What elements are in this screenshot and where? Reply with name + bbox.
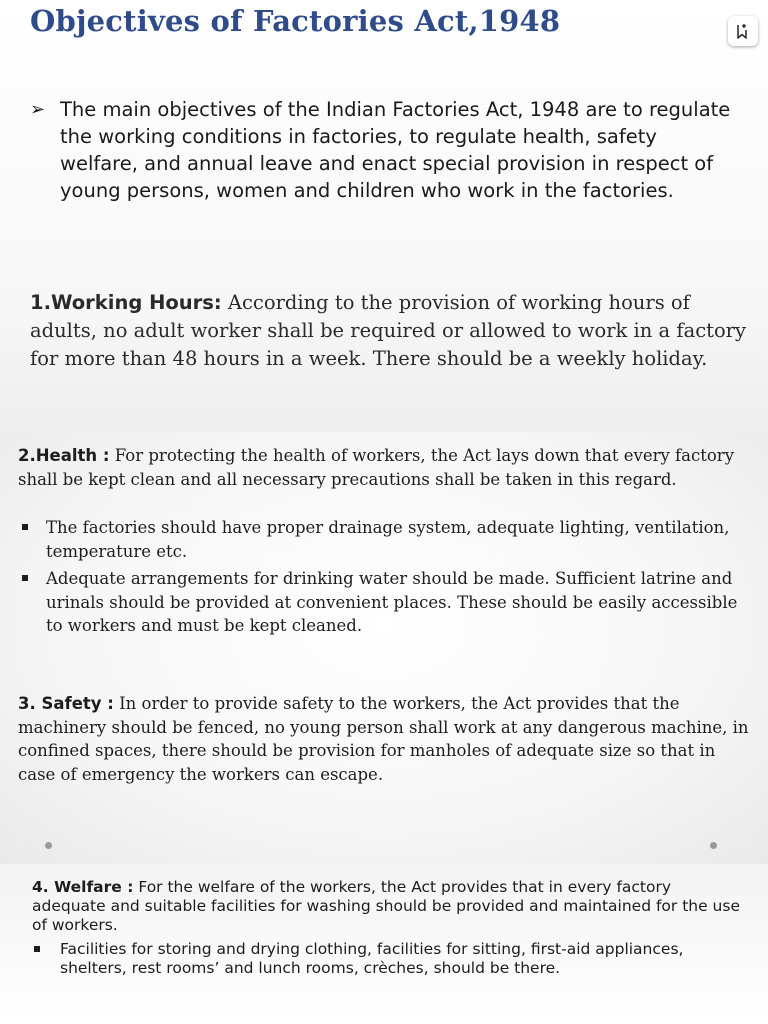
square-bullet-icon (34, 946, 40, 952)
square-bullet-icon (22, 524, 28, 530)
square-bullet-icon (22, 575, 28, 581)
welfare-paragraph (32, 878, 747, 935)
arrow-bullet-icon: ➢ (30, 99, 46, 120)
pin-dot-icon (710, 842, 717, 849)
health-heading: 2.Health : (18, 446, 110, 465)
welfare-bullet-list (32, 940, 752, 978)
list-item (18, 516, 738, 563)
working-hours-heading: 1.Working Hours: (30, 291, 222, 314)
intro-text: The main objectives of the Indian Factories Act, 1948 are to regulate the working conditions in factories, to regulate health, safety welfare, and annual leave and enact special provision in respect of young persons, women and children who work in the factories. (60, 98, 731, 202)
slide-welfare (0, 864, 768, 1024)
page-title: Objectives of Factories Act,1948 (30, 4, 561, 38)
bookmark-button[interactable] (728, 16, 758, 46)
welfare-text: For the welfare of the workers, the Act provides that in every factory adequate and suitable facilities for washing should be provided and maintained for the use of workers. (32, 878, 740, 934)
pin-dot-icon (45, 842, 52, 849)
health-paragraph (18, 444, 753, 491)
slide-health-safety (0, 432, 768, 864)
health-text: For protecting the health of workers, the Act lays down that every factory shall be kept clean and all necessary precautions shall be taken in this regard. (18, 446, 735, 489)
safety-text: In order to provide safety to the workers, the Act provides that the machinery should be fenced, no young person shall work at any dangerous machine, in confined spaces, there should be provision for manholes of adequate size so that in case of emergency the workers can escape. (18, 694, 749, 784)
list-item-text: The factories should have proper drainage system, adequate lighting, ventilation, temperature etc. (46, 518, 730, 561)
working-hours-text: According to the provision of working hours of adults, no adult worker shall be required or allowed to work in a factory for more than 48 hours in a week. There should be a weekly holiday. (30, 291, 747, 370)
safety-paragraph (18, 692, 753, 786)
list-item (32, 940, 752, 978)
list-item-text: Facilities for storing and drying clothing, facilities for sitting, first-aid appliances, shelters, rest rooms’ and lunch rooms, crèches, should be there. (60, 940, 684, 977)
slide-objectives (0, 0, 768, 432)
health-bullet-list (18, 516, 738, 642)
intro-paragraph (30, 96, 750, 204)
list-item (18, 567, 738, 638)
safety-heading: 3. Safety : (18, 694, 114, 713)
list-item-text: Adequate arrangements for drinking water should be made. Sufficient latrine and urinals should be provided at convenient places. These should be easily accessible to workers and must be kept cleaned. (46, 569, 738, 635)
welfare-heading: 4. Welfare : (32, 878, 134, 896)
working-hours-paragraph (30, 289, 760, 373)
bookmark-add-icon (735, 22, 751, 40)
